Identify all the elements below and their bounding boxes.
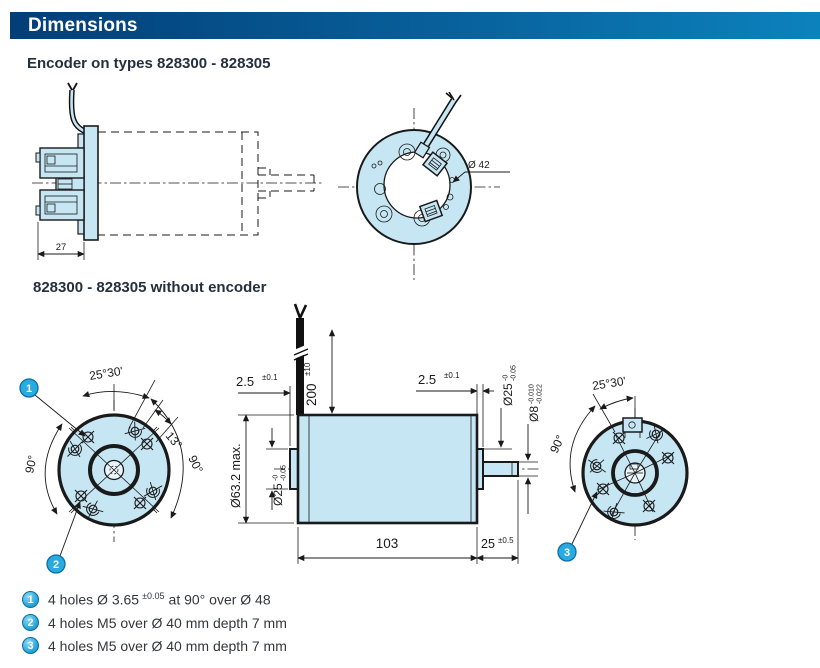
dim-angle-90-left bbox=[22, 424, 62, 514]
legend bbox=[22, 588, 287, 657]
dim-2-5-left-value: 2.5 bbox=[236, 374, 255, 389]
heading-without-encoder: 828300 - 828305 without encoder bbox=[33, 279, 267, 296]
dim-2-5-left bbox=[236, 373, 298, 446]
legend-text-1 bbox=[48, 591, 271, 608]
front-face-view-drawing bbox=[5, 350, 240, 590]
dim-dia25-right bbox=[483, 365, 518, 449]
dim-dia25-left-value: Ø25 bbox=[271, 483, 285, 506]
legend-text-1-post: at 90° over Ø 48 bbox=[168, 591, 271, 608]
dim-200-cable bbox=[303, 330, 332, 413]
motor-body bbox=[290, 415, 518, 523]
angle-90-right-label: 90° bbox=[185, 453, 207, 476]
callout-1 bbox=[20, 379, 85, 436]
legend-badge-1: 1 bbox=[22, 591, 39, 608]
dim-dia8-value: Ø8 bbox=[527, 405, 541, 422]
dim-dia25-right-tol-bottom: -0.05 bbox=[510, 365, 518, 381]
dim-dia63-label: Ø63.2 max. bbox=[229, 443, 243, 508]
heading-encoder-types: Encoder on types 828300 - 828305 bbox=[27, 55, 271, 72]
dim-25-shaft-value: 25 bbox=[481, 537, 495, 551]
legend-text-1-pre: 4 holes Ø 3.65 bbox=[48, 591, 140, 608]
legend-item-1 bbox=[22, 588, 287, 611]
encoder-body bbox=[36, 126, 98, 240]
legend-text-2: 4 holes M5 over Ø 40 mm depth 7 mm bbox=[48, 614, 287, 631]
dim-103-label: 103 bbox=[375, 536, 399, 551]
dim-dia8-tol-bottom: -0.022 bbox=[536, 384, 544, 404]
angle-13-label: 13° bbox=[162, 428, 186, 452]
dim-200-value: 200 bbox=[304, 383, 319, 406]
section-header-bar bbox=[10, 12, 820, 39]
angle-25-30-label: 25°30' bbox=[88, 363, 124, 383]
dim-27 bbox=[38, 222, 84, 260]
dim-103 bbox=[298, 527, 477, 564]
dim-27-label: 27 bbox=[55, 242, 67, 253]
motor-side-view-drawing bbox=[222, 296, 552, 576]
motor-phantom-outline bbox=[98, 132, 314, 235]
angle-25-30-label: 25°30' bbox=[591, 373, 627, 393]
dim-25-shaft bbox=[477, 480, 518, 564]
callout-2 bbox=[47, 502, 80, 573]
dim-dia25-left-tol-bottom: -0.05 bbox=[280, 465, 288, 481]
dim-2-5-left-tol: ±0.1 bbox=[262, 373, 278, 382]
angle-90-left-label: 90° bbox=[22, 453, 40, 475]
dim-2-5-right-tol: ±0.1 bbox=[444, 371, 460, 380]
dim-2-5-right-value: 2.5 bbox=[418, 372, 437, 387]
dim-dia25-left-tol-top: -0 bbox=[272, 474, 280, 481]
legend-item-3 bbox=[22, 634, 287, 657]
dim-200-tol: ±10 bbox=[303, 362, 312, 376]
dim-dia25-right-value: Ø25 bbox=[501, 383, 515, 406]
encoder-front-view-drawing bbox=[318, 92, 523, 287]
legend-text-1-tol: ±0.05 bbox=[142, 591, 165, 602]
legend-item-2 bbox=[22, 611, 287, 634]
shaft-end-view-drawing bbox=[545, 370, 795, 595]
page-title: Dimensions bbox=[28, 14, 138, 36]
badge-3-number: 3 bbox=[563, 547, 571, 559]
legend-text-3: 4 holes M5 over Ø 40 mm depth 7 mm bbox=[48, 637, 287, 654]
dim-25-shaft-tol: ±0.5 bbox=[498, 536, 514, 545]
dim-dia25-right-tol-top: -0 bbox=[502, 374, 510, 381]
dia42-label: Ø 42 bbox=[468, 160, 490, 171]
encoder-cable bbox=[68, 83, 86, 132]
legend-badge-3: 3 bbox=[22, 637, 39, 654]
encoder-side-view-drawing bbox=[20, 80, 330, 275]
legend-badge-2: 2 bbox=[22, 614, 39, 631]
badge-1-number: 1 bbox=[25, 383, 33, 395]
badge-2-number: 2 bbox=[52, 559, 60, 571]
angle-90-left-label: 90° bbox=[547, 432, 568, 456]
dim-dia8 bbox=[518, 384, 544, 514]
dim-dia8-tol-top: -0.010 bbox=[528, 384, 536, 404]
